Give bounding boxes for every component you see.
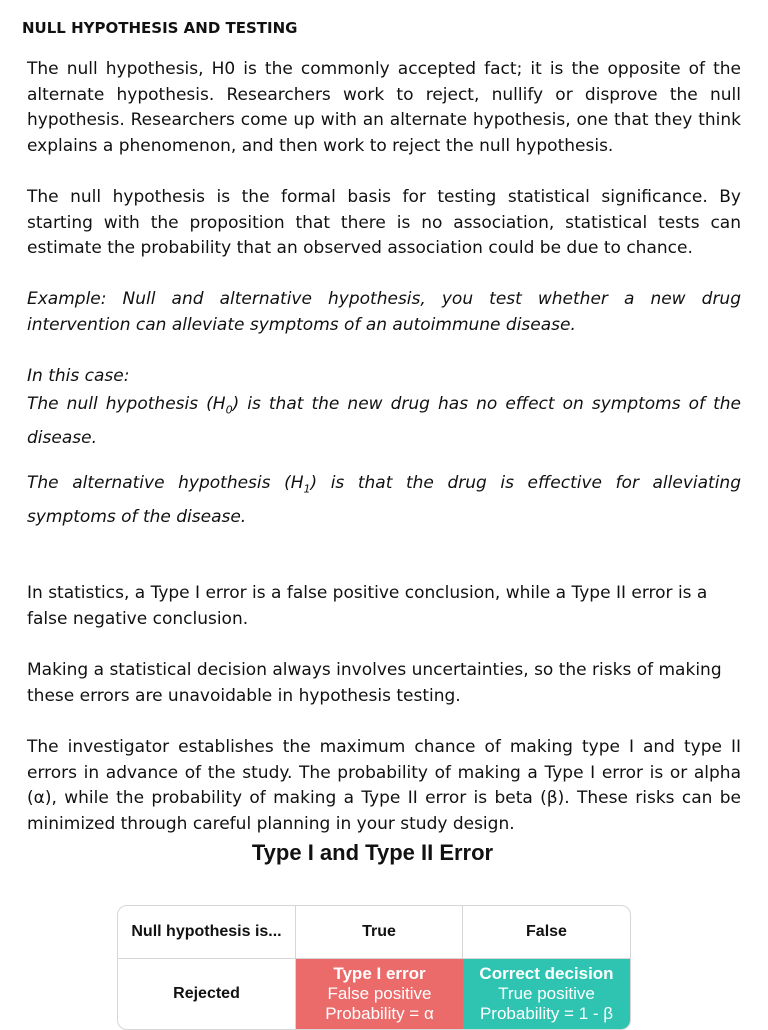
table-header-true: True <box>296 906 463 959</box>
type-one-error-prob: Probability = α <box>325 1004 434 1023</box>
type-one-error-sub: False positive <box>327 984 432 1003</box>
paragraph-formal-basis: The null hypothesis is the formal basis for testing statistical significance. By starting with the proposition that there is no association, statistical tests can estimate the probability that an observed association could be due to chance. <box>27 187 741 258</box>
paragraph-example: Example: Null and alternative hypothesis, you test whether a new drug intervention can alleviate symptoms of an autoimmune disease. <box>27 289 741 335</box>
paragraph-uncertainties: Making a statistical decision always involves uncertainties, so the risks of making these errors are unavoidable in hypothesis testing. <box>27 660 722 706</box>
paragraph-type-errors: In statistics, a Type I error is a false positive conclusion, while a Type II error is a false negative conclusion. <box>27 583 708 629</box>
table-header-false: False <box>463 906 630 959</box>
in-this-case-label: In this case: <box>27 366 130 386</box>
document-title: NULL HYPOTHESIS AND TESTING <box>22 19 298 37</box>
paragraph-alternative-hypothesis: The alternative hypothesis $(H_1)$ is that the drug is effective for alleviating symptoms of the disease. <box>27 473 741 528</box>
type-one-error-cell <box>296 959 463 1029</box>
table-header-label: Null hypothesis is... <box>118 906 296 959</box>
correct-decision-prob: Probability = 1 - β <box>479 1004 614 1023</box>
null-hypothesis-statement: The null hypothesis $(H_0)$ is that the new drug has no effect on symptoms of the disease. <box>27 393 741 448</box>
paragraph-investigator: The investigator establishes the maximum chance of making type I and type II errors in advance of the study. The probability of making a Type I error is or alpha (α), while the probability of making a Type II error is beta (β). These risks can be minimized through careful planning in your study design. <box>27 737 741 834</box>
table-row-rejected-label: Rejected <box>118 959 296 1029</box>
correct-decision-title: Correct decision <box>479 964 614 983</box>
paragraph-null-case <box>27 364 741 453</box>
paragraph-null-hypothesis-definition: The null hypothesis, H0 is the commonly accepted fact; it is the opposite of the alternate hypothesis. Researchers work to reject, nullify or disprove the null hypothesis. Researchers come up with an alternate hypothesis, one that they think explains a phenomenon, and then work to reject the null hypothesis. <box>27 59 741 156</box>
correct-decision-sub: True positive <box>498 984 595 1003</box>
type-one-error-title: Type I error <box>333 964 426 983</box>
error-table-title: Type I and Type II Error <box>251 840 494 865</box>
error-table <box>117 905 631 1030</box>
correct-decision-cell <box>463 959 630 1029</box>
